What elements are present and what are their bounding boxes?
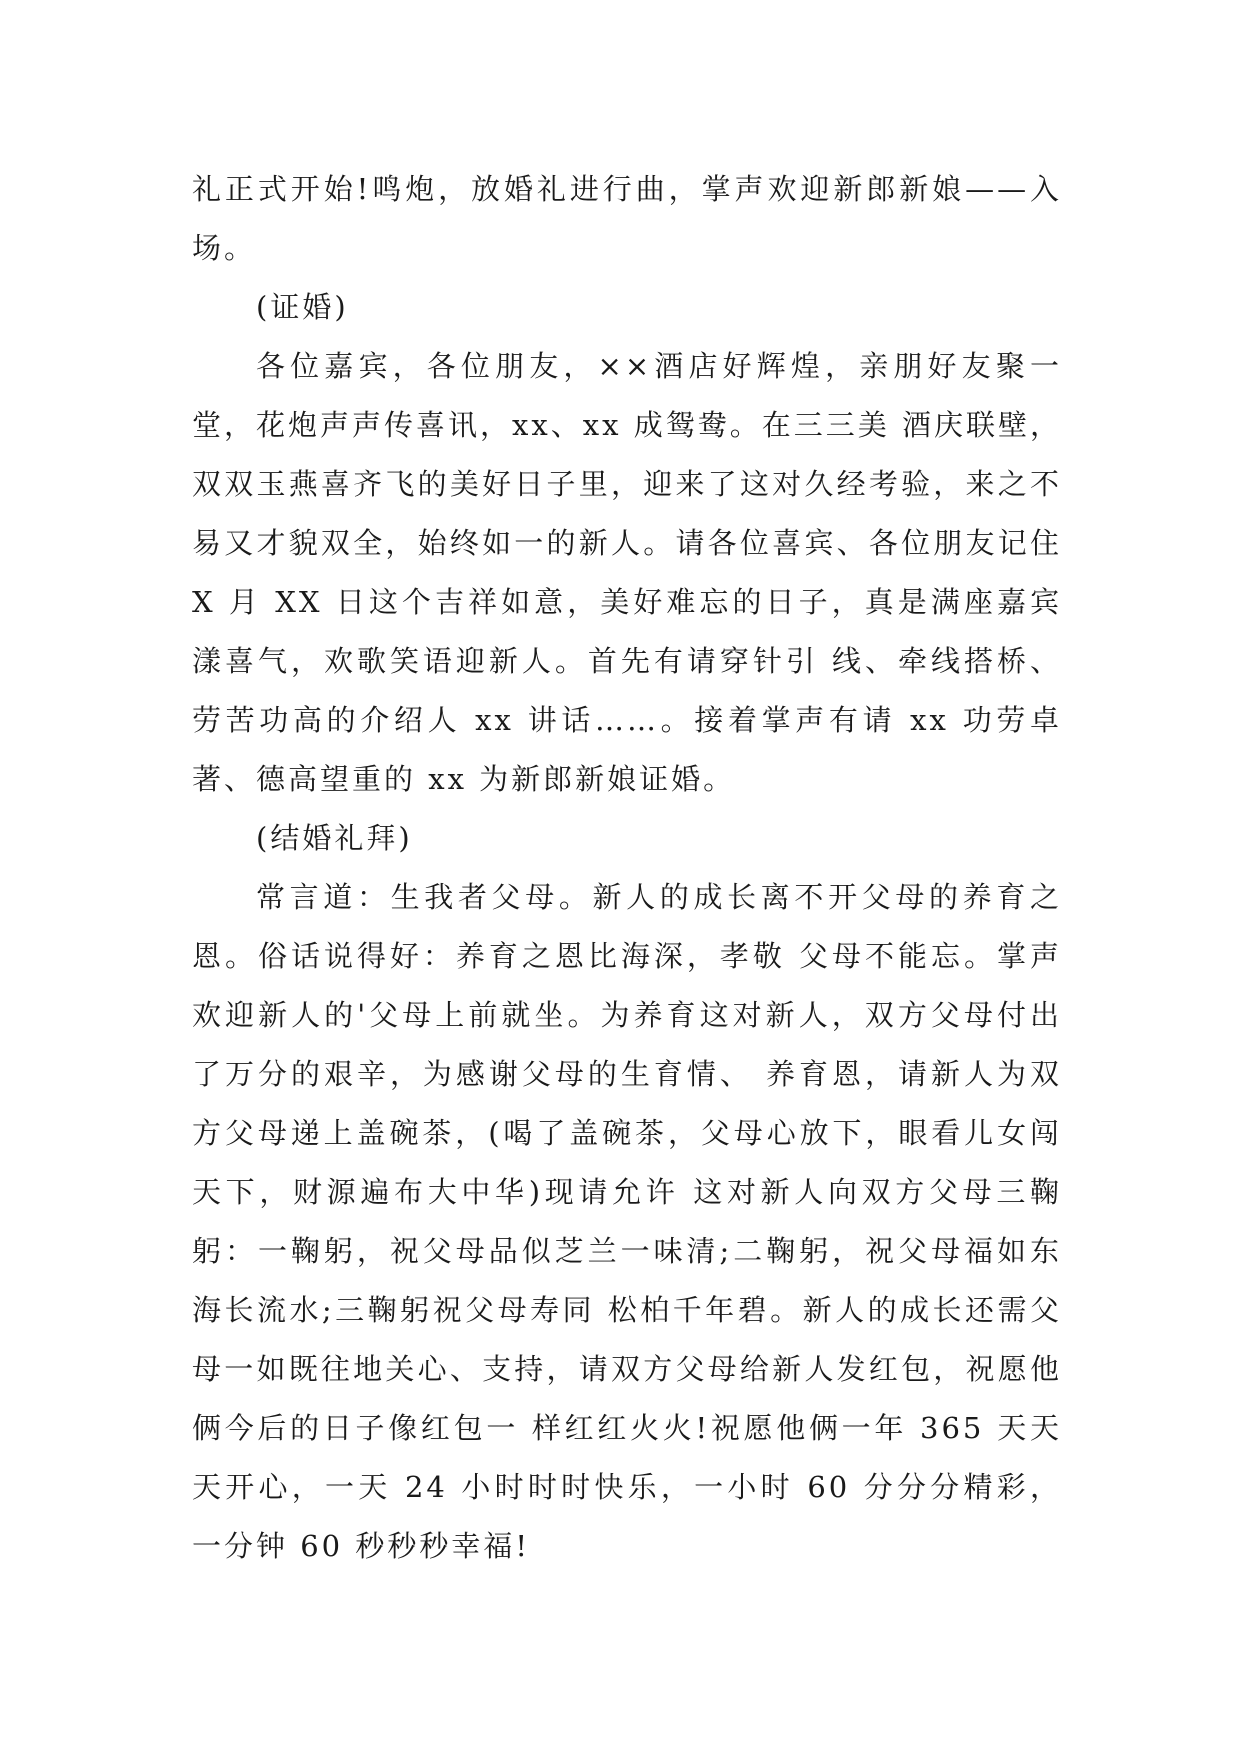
paragraph-wedding-witness: 各位嘉宾，各位朋友，××酒店好辉煌，亲朋好友聚一堂，花炮声声传喜讯，xx、xx 成鸳鸯。在三三美 酒庆联壁，双双玉燕喜齐飞的美好日子里，迎来了这对久经考验，来之不易又才貌双全，始终如一的新人。请各位喜宾、各位朋友记住 X 月 XX 日这个吉祥如意，美好难忘的日子，真是满座嘉宾漾喜气，欢歌笑语迎新人。首先有请穿针引 线、牵线搭桥、劳苦功高的介绍人 xx 讲话……。接着掌声有请 xx 功劳卓著、德高望重的 xx 为新郎新娘证婚。 [192, 349, 1062, 796]
document-body [192, 160, 1062, 1576]
paragraph-ceremony-start: 礼正式开始!鸣炮，放婚礼进行曲，掌声欢迎新郎新娘——入场。 [192, 172, 1062, 265]
paragraph-wedding-bow: 常言道：生我者父母。新人的成长离不开父母的养育之恩。俗话说得好：养育之恩比海深，孝敬 父母不能忘。掌声欢迎新人的'父母上前就坐。为养育这对新人，双方父母付出了万分的艰辛，为感谢父母的生育情、 养育恩，请新人为双方父母递上盖碗茶，(喝了盖碗茶，父母心放下，眼看儿女闯天下，财源遍布大中华)现请允许 这对新人向双方父母三鞠躬：一鞠躬，祝父母品似芝兰一味清;二鞠躬，祝父母福如东海长流水;三鞠躬祝父母寿同 松柏千年碧。新人的成长还需父母一如既往地关心、支持，请双方父母给新人发红包，祝愿他俩今后的日子像红包一 样红红火火!祝愿他俩一年 365 天天天开心，一天 24 小时时时快乐，一小时 60 分分分精彩，一分钟 60 秒秒秒幸福! [192, 880, 1062, 1563]
section-heading-wedding-witness: (证婚) [256, 290, 349, 324]
section-heading-wedding-bow: (结婚礼拜) [256, 821, 413, 855]
